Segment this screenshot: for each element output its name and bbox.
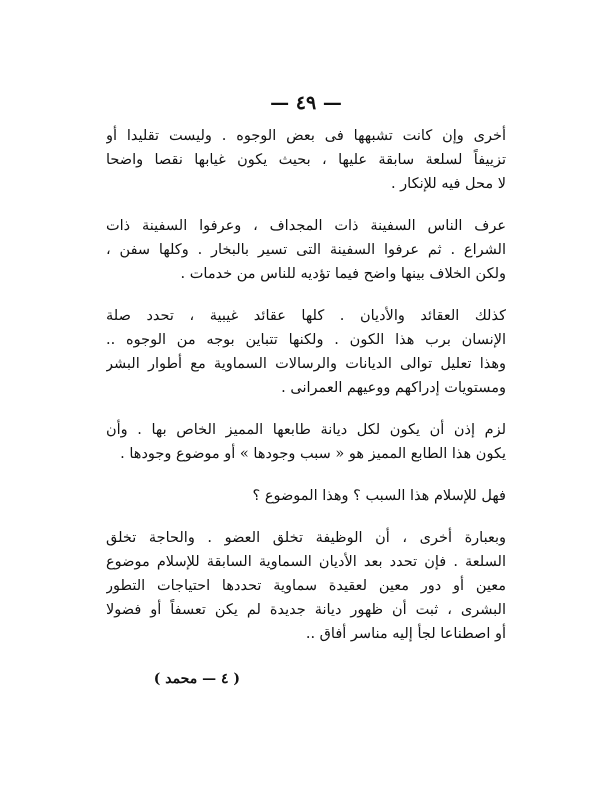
page-body-text bbox=[106, 124, 506, 646]
text-line: ومستويات إدراكهم ووعيهم العمرانى . bbox=[281, 380, 506, 396]
text-line: وبعبارة أخرى ، أن الوظيفة تخلق العضو . والحاجة تخلق bbox=[106, 530, 506, 546]
paragraph-6 bbox=[106, 526, 506, 646]
text-line: وهذا تعليل توالى الديانات والرسالات السماوية مع أطوار البشر bbox=[106, 356, 506, 372]
text-line: عرف الناس السفينة ذات المجداف ، وعرفوا السفينة ذات bbox=[106, 218, 506, 234]
text-line: ولكن الخلاف بينها واضح فيما تؤديه للناس من خدمات . bbox=[180, 266, 506, 282]
signature-footer: ( ٤ — محمد ) bbox=[153, 671, 240, 687]
page-number: — ٤٩ — bbox=[270, 92, 342, 114]
text-line: الشراع . ثم عرفوا السفينة التى تسير بالبخار . وكلها سفن ، bbox=[106, 242, 506, 258]
text-line: يكون هذا الطابع المميز هو « سبب وجودها » أو موضوع وجودها . bbox=[120, 446, 506, 462]
text-line: لا محل فيه للإنكار . bbox=[390, 176, 506, 192]
text-line: أو اصطناعا لجأ إليه مناسر أفاق .. bbox=[305, 626, 506, 642]
text-line: لزم إذن أن يكون لكل ديانة طابعها المميز الخاص بها . وأن bbox=[106, 422, 506, 438]
text-line: البشرى ، ثبت أن ظهور ديانة جديدة لم يكن تعسفاً أو فضولا bbox=[106, 602, 506, 618]
text-line: أخرى وإن كانت تشبهها فى بعض الوجوه . وليست تقليدا أو bbox=[106, 128, 506, 144]
text-line: الإنسان برب هذا الكون . ولكنها تتباين بوجه من الوجوه .. bbox=[106, 332, 506, 348]
paragraph-4 bbox=[106, 418, 506, 466]
text-line: فهل للإسلام هذا السبب ؟ وهذا الموضوع ؟ bbox=[252, 488, 506, 504]
paragraph-5 bbox=[106, 484, 506, 508]
paragraph-2 bbox=[106, 214, 506, 286]
paragraph-1 bbox=[106, 124, 506, 196]
paragraph-3 bbox=[106, 304, 506, 400]
text-line: السلعة . فإن تحدد بعد الأديان السماوية السابقة للإسلام موضوع bbox=[106, 554, 506, 570]
text-line: معين أو دور معين لعقيدة سماوية تحددها احتياجات التطور bbox=[106, 578, 506, 594]
text-line: تزييفاً لسلعة سابقة عليها ، بحيث يكون غيابها نقصا واضحا bbox=[106, 152, 506, 168]
text-line: كذلك العقائد والأديان . كلها عقائد غيبية ، تحدد صلة bbox=[106, 308, 506, 324]
